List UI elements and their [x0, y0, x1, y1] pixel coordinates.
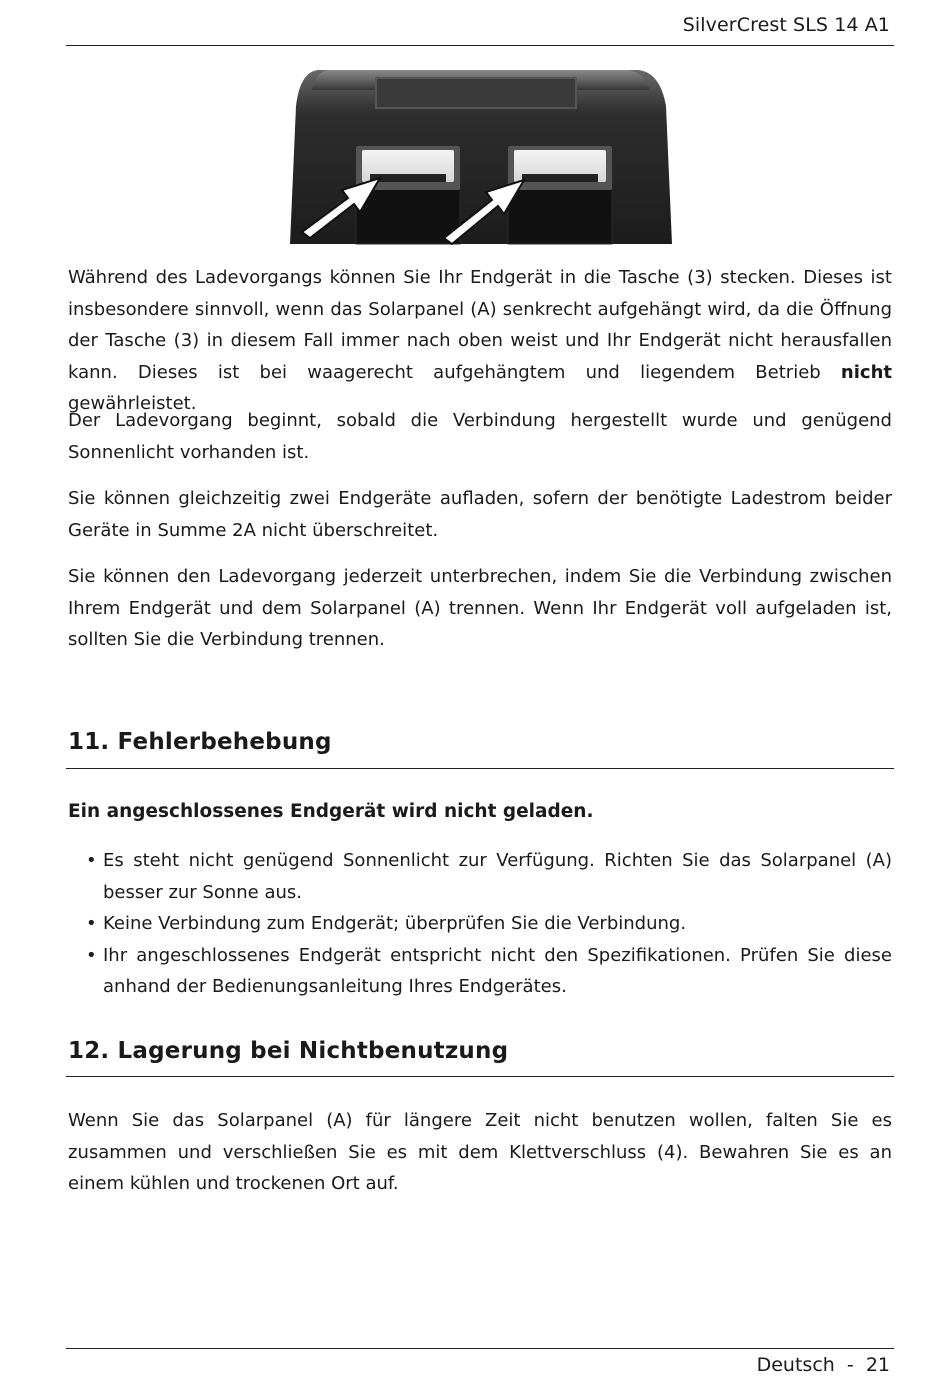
- footer-page-label: Deutsch - 21: [756, 1354, 890, 1376]
- bullet-icon: •: [86, 913, 97, 934]
- header-rule: [66, 45, 894, 46]
- section-12-heading: 12. Lagerung bei Nichtbenutzung: [68, 1038, 509, 1064]
- intro-paragraph-4: Sie können den Ladevorgang jederzeit unterbrechen, indem Sie die Verbindung zwischen Ihrem Endgerät und dem Solarpanel (A) trennen. Wenn Ihr Endgerät voll aufgeladen ist, sollten Sie die Verbindung trennen.: [68, 566, 892, 650]
- troubleshooting-list: [86, 845, 892, 1003]
- bullet-icon: •: [86, 850, 97, 871]
- section-11-heading: 11. Fehlerbehebung: [68, 729, 332, 755]
- list-item: • Ihr angeschlossenes Endgerät entspricht nicht den Spezifikationen. Prüfen Sie diese anhand der Bedienungsanleitung Ihres Endgerätes.: [86, 940, 892, 1003]
- header-title: SilverCrest SLS 14 A1: [682, 14, 890, 36]
- usb-ports-device-illustration: [288, 66, 674, 246]
- section-11-rule: [66, 768, 894, 769]
- section-12-rule: [66, 1076, 894, 1077]
- footer-rule: [66, 1348, 894, 1349]
- section-12-paragraph: Wenn Sie das Solarpanel (A) für längere Zeit nicht benutzen wollen, falten Sie es zusammen und verschließen Sie es mit dem Klettverschluss (4). Bewahren Sie es an einem kühlen und trockenen Ort auf.: [68, 1110, 892, 1194]
- list-item: • Es steht nicht genügend Sonnenlicht zur Verfügung. Richten Sie das Solarpanel (A) besser zur Sonne aus.: [86, 845, 892, 908]
- intro-paragraph-1: Während des Ladevorgangs können Sie Ihr Endgerät in die Tasche (3) stecken. Dieses ist insbesondere sinnvoll, wenn das Solarpanel (A) senkrecht aufgehängt wird, da die Öffnung der Tasche (3) in diesem Fall immer nach oben weist und Ihr Endgerät nicht herausfallen kann. Dieses ist bei waagerecht aufgehängtem und liegendem Betrieb nicht gewährleistet.: [68, 267, 892, 414]
- intro-paragraph-3: Sie können gleichzeitig zwei Endgeräte aufladen, sofern der benötigte Ladestrom beider Geräte in Summe 2A nicht überschreitet.: [68, 488, 892, 541]
- intro-paragraph-2: Der Ladevorgang beginnt, sobald die Verbindung hergestellt wurde und genügend Sonnenlicht vorhanden ist.: [68, 410, 892, 463]
- section-11-subheading: Ein angeschlossenes Endgerät wird nicht geladen.: [68, 801, 594, 822]
- list-item: • Keine Verbindung zum Endgerät; überprüfen Sie die Verbindung.: [86, 908, 892, 940]
- bullet-icon: •: [86, 944, 97, 966]
